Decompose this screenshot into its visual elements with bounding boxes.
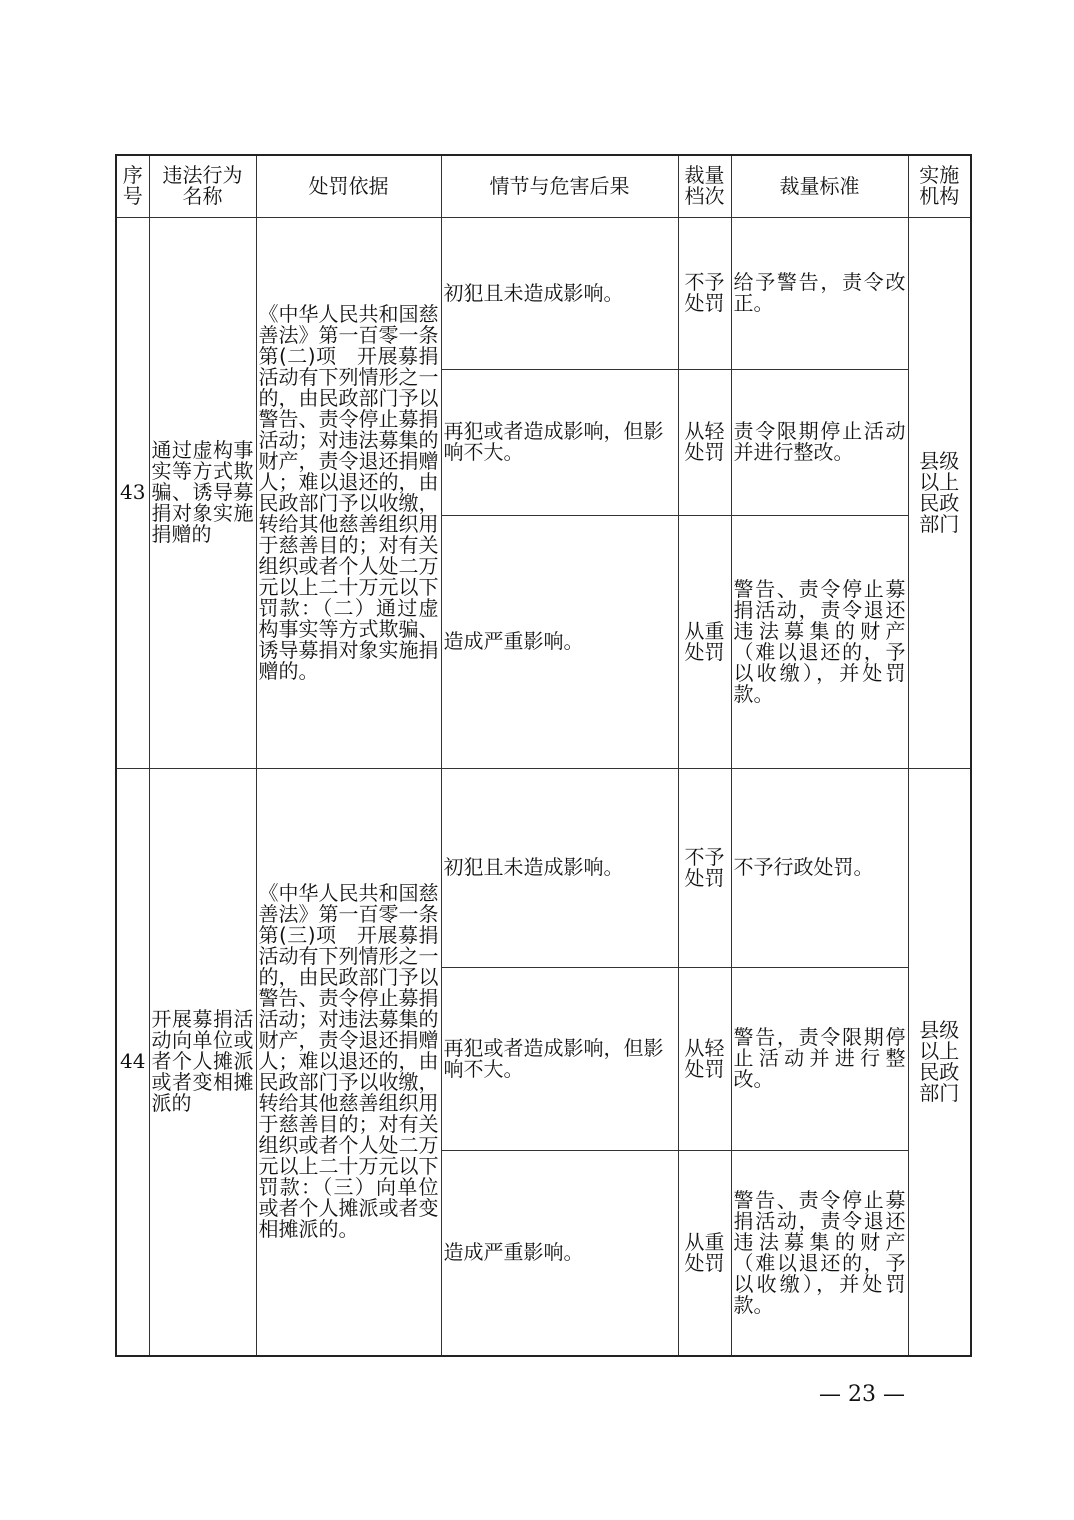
circumstance: 造成严重影响。: [441, 515, 678, 768]
discretion-level: 不予 处罚: [678, 768, 731, 967]
header-name: 违法行为 名称: [149, 155, 256, 217]
discretion-standard: 责令限期停止活动并进行整改。: [731, 369, 908, 515]
header-row: [116, 155, 971, 217]
discretion-standard: 警告，责令限期停止活动并进行整改。: [731, 967, 908, 1150]
implementing-agency: 县级 以上 民政 部门: [908, 217, 971, 768]
circumstance: 再犯或者造成影响，但影响不大。: [441, 967, 678, 1150]
implementing-agency: 县级 以上 民政 部门: [908, 768, 971, 1356]
header-agency: 实施 机构: [908, 155, 971, 217]
discretion-standard: 警告、责令停止募捐活动，责令退还违法募集的财产（难以退还的，予以收缴），并处罚款。: [731, 515, 908, 768]
penalty-basis: 《中华人民共和国慈善法》第一百零一条第(三)项 开展募捐活动有下列情形之一的，由民政部门予以警告、责令停止募捐活动；对违法募集的财产，责令退还捐赠人；难以退还的，由民政部门予以收缴，转给其他慈善组织用于慈善目的；对有关组织或者个人处二万元以上二十万元以下罚款：（三）向单位或者个人摊派或者变相摊派的。: [256, 768, 441, 1356]
header-seq: 序 号: [116, 155, 149, 217]
table-row: [116, 217, 971, 369]
header-basis: 处罚依据: [256, 155, 441, 217]
circumstance: 初犯且未造成影响。: [441, 217, 678, 369]
header-standard: 裁量标准: [731, 155, 908, 217]
row-seq: 43: [116, 217, 149, 768]
violation-name: 开展募捐活动向单位或者个人摊派或者变相摊派的: [149, 768, 256, 1356]
circumstance: 造成严重影响。: [441, 1150, 678, 1356]
circumstance: 再犯或者造成影响，但影响不大。: [441, 369, 678, 515]
row-seq: 44: [116, 768, 149, 1356]
discretion-table: [115, 154, 972, 1357]
page-number: — 23 —: [819, 1382, 905, 1407]
penalty-basis: 《中华人民共和国慈善法》第一百零一条第(二)项 开展募捐活动有下列情形之一的，由民政部门予以警告、责令停止募捐活动；对违法募集的财产，责令退还捐赠人；难以退还的，由民政部门予以收缴，转给其他慈善组织用于慈善目的；对有关组织或者个人处二万元以上二十万元以下罚款：（二）通过虚构事实等方式欺骗、诱导募捐对象实施捐赠的。: [256, 217, 441, 768]
discretion-level: 从轻 处罚: [678, 369, 731, 515]
discretion-level: 从重 处罚: [678, 1150, 731, 1356]
discretion-level: 从重 处罚: [678, 515, 731, 768]
header-circumstance: 情节与危害后果: [441, 155, 678, 217]
discretion-level: 从轻 处罚: [678, 967, 731, 1150]
discretion-standard: 给予警告，责令改正。: [731, 217, 908, 369]
violation-name: 通过虚构事实等方式欺骗、诱导募捐对象实施捐赠的: [149, 217, 256, 768]
discretion-level: 不予 处罚: [678, 217, 731, 369]
circumstance: 初犯且未造成影响。: [441, 768, 678, 967]
discretion-standard: 警告、责令停止募捐活动，责令退还违法募集的财产（难以退还的，予以收缴），并处罚款。: [731, 1150, 908, 1356]
table-row: [116, 768, 971, 967]
discretion-standard: 不予行政处罚。: [731, 768, 908, 967]
header-level: 裁量 档次: [678, 155, 731, 217]
